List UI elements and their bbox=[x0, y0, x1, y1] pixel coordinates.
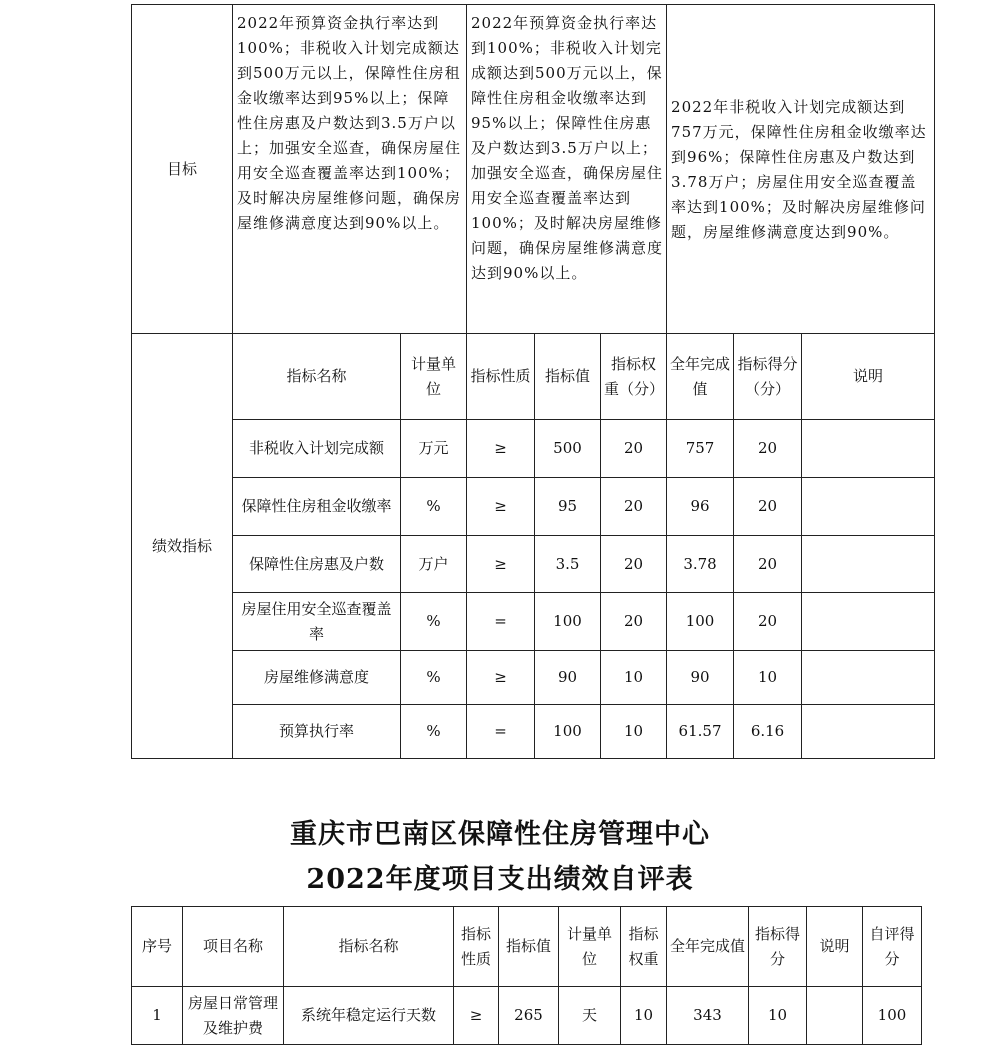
indicator-note bbox=[802, 651, 935, 705]
header-note: 说明 bbox=[802, 334, 935, 420]
project-header-row bbox=[132, 907, 922, 987]
row-score: 10 bbox=[749, 987, 807, 1045]
indicator-note bbox=[802, 420, 935, 478]
indicator-actual: 96 bbox=[667, 478, 734, 536]
indicator-actual: 757 bbox=[667, 420, 734, 478]
indicator-name: 非税收入计划完成额 bbox=[233, 420, 401, 478]
indicator-name: 保障性住房惠及户数 bbox=[233, 536, 401, 593]
indicator-score: 20 bbox=[734, 478, 802, 536]
indicator-header-row bbox=[132, 334, 935, 420]
indicator-name: 房屋维修满意度 bbox=[233, 651, 401, 705]
table-row bbox=[132, 705, 935, 759]
indicator-score: 20 bbox=[734, 536, 802, 593]
goal-row bbox=[132, 5, 935, 334]
header-no: 序号 bbox=[132, 907, 183, 987]
header-nature: 指标性质 bbox=[454, 907, 499, 987]
header-actual: 全年完成值 bbox=[667, 907, 749, 987]
header-indicator: 指标名称 bbox=[284, 907, 454, 987]
row-note bbox=[807, 987, 863, 1045]
indicator-unit: % bbox=[401, 593, 467, 651]
indicator-value: 90 bbox=[535, 651, 601, 705]
indicator-unit: 万元 bbox=[401, 420, 467, 478]
indicator-name: 房屋住用安全巡查覆盖率 bbox=[233, 593, 401, 651]
header-value: 指标值 bbox=[499, 907, 559, 987]
row-value: 265 bbox=[499, 987, 559, 1045]
indicator-value: 100 bbox=[535, 593, 601, 651]
indicator-weight: 20 bbox=[601, 478, 667, 536]
indicator-actual: 90 bbox=[667, 651, 734, 705]
goal-text-planned: 2022年预算资金执行率达到100%；非税收入计划完成额达到500万元以上，保障性住房租金收缴率达到95%以上；保障性住房惠及户数达到3.5万户以上；加强安全巡查，确保房屋住用安全巡查覆盖率达到100%；及时解决房屋维修问题，确保房屋维修满意度达到90%以上。 bbox=[233, 5, 467, 334]
header-project: 项目名称 bbox=[183, 907, 284, 987]
table-row bbox=[132, 651, 935, 705]
row-self-score: 100 bbox=[863, 987, 922, 1045]
header-score: 指标得分（分） bbox=[734, 334, 802, 420]
indicator-value: 3.5 bbox=[535, 536, 601, 593]
indicator-nature: = bbox=[467, 593, 535, 651]
indicator-actual: 3.78 bbox=[667, 536, 734, 593]
indicator-unit: % bbox=[401, 651, 467, 705]
document-title-line2: 2022年度项目支出绩效自评表 bbox=[306, 864, 694, 895]
table-row bbox=[132, 420, 935, 478]
indicator-unit: % bbox=[401, 705, 467, 759]
indicator-value: 100 bbox=[535, 705, 601, 759]
indicator-weight: 20 bbox=[601, 420, 667, 478]
indicator-score: 10 bbox=[734, 651, 802, 705]
header-self-score: 自评得分 bbox=[863, 907, 922, 987]
goal-label: 目标 bbox=[132, 5, 233, 334]
table-row bbox=[132, 478, 935, 536]
indicator-nature: ≥ bbox=[467, 536, 535, 593]
header-note: 说明 bbox=[807, 907, 863, 987]
row-unit: 天 bbox=[559, 987, 621, 1045]
row-project: 房屋日常管理及维护费 bbox=[183, 987, 284, 1045]
row-weight: 10 bbox=[621, 987, 667, 1045]
indicator-nature: = bbox=[467, 705, 535, 759]
indicator-score: 20 bbox=[734, 593, 802, 651]
indicator-value: 500 bbox=[535, 420, 601, 478]
indicator-nature: ≥ bbox=[467, 478, 535, 536]
indicator-unit: % bbox=[401, 478, 467, 536]
indicator-score: 6.16 bbox=[734, 705, 802, 759]
indicator-actual: 100 bbox=[667, 593, 734, 651]
goal-text-actual: 2022年非税收入计划完成额达到757万元，保障性住房租金收缴率达到96%；保障性住房惠及户数达到3.78万户；房屋住用安全巡查覆盖率达到100%；及时解决房屋维修问题，房屋维修满意度达到90%。 bbox=[667, 5, 935, 334]
indicator-weight: 20 bbox=[601, 536, 667, 593]
row-actual: 343 bbox=[667, 987, 749, 1045]
header-name: 指标名称 bbox=[233, 334, 401, 420]
row-indicator: 系统年稳定运行天数 bbox=[284, 987, 454, 1045]
indicator-note bbox=[802, 705, 935, 759]
indicator-note bbox=[802, 478, 935, 536]
indicator-unit: 万户 bbox=[401, 536, 467, 593]
table-row bbox=[132, 987, 922, 1045]
header-weight: 指标权重 bbox=[621, 907, 667, 987]
perf-label: 绩效指标 bbox=[132, 334, 233, 759]
indicator-nature: ≥ bbox=[467, 420, 535, 478]
indicator-name: 保障性住房租金收缴率 bbox=[233, 478, 401, 536]
project-table bbox=[131, 906, 922, 1045]
row-nature: ≥ bbox=[454, 987, 499, 1045]
indicator-actual: 61.57 bbox=[667, 705, 734, 759]
indicator-weight: 10 bbox=[601, 651, 667, 705]
document-title-line1: 重庆市巴南区保障性住房管理中心 bbox=[290, 819, 710, 850]
indicator-weight: 20 bbox=[601, 593, 667, 651]
indicator-weight: 10 bbox=[601, 705, 667, 759]
header-value: 指标值 bbox=[535, 334, 601, 420]
row-no: 1 bbox=[132, 987, 183, 1045]
header-weight: 指标权重（分） bbox=[601, 334, 667, 420]
header-unit: 计量单位 bbox=[559, 907, 621, 987]
indicator-nature: ≥ bbox=[467, 651, 535, 705]
indicator-note bbox=[802, 593, 935, 651]
indicator-name: 预算执行率 bbox=[233, 705, 401, 759]
indicator-value: 95 bbox=[535, 478, 601, 536]
table-row bbox=[132, 593, 935, 651]
header-actual: 全年完成值 bbox=[667, 334, 734, 420]
header-nature: 指标性质 bbox=[467, 334, 535, 420]
table-row bbox=[132, 536, 935, 593]
indicator-score: 20 bbox=[734, 420, 802, 478]
indicator-note bbox=[802, 536, 935, 593]
header-score: 指标得分 bbox=[749, 907, 807, 987]
goal-text-adjusted: 2022年预算资金执行率达到100%；非税收入计划完成额达到500万元以上，保障性住房租金收缴率达到95%以上；保障性住房惠及户数达到3.5万户以上；加强安全巡查，确保房屋住用安全巡查覆盖率达到100%；及时解决房屋维修问题，确保房屋维修满意度达到90%以上。 bbox=[467, 5, 667, 334]
performance-table bbox=[131, 4, 935, 759]
header-unit: 计量单位 bbox=[401, 334, 467, 420]
